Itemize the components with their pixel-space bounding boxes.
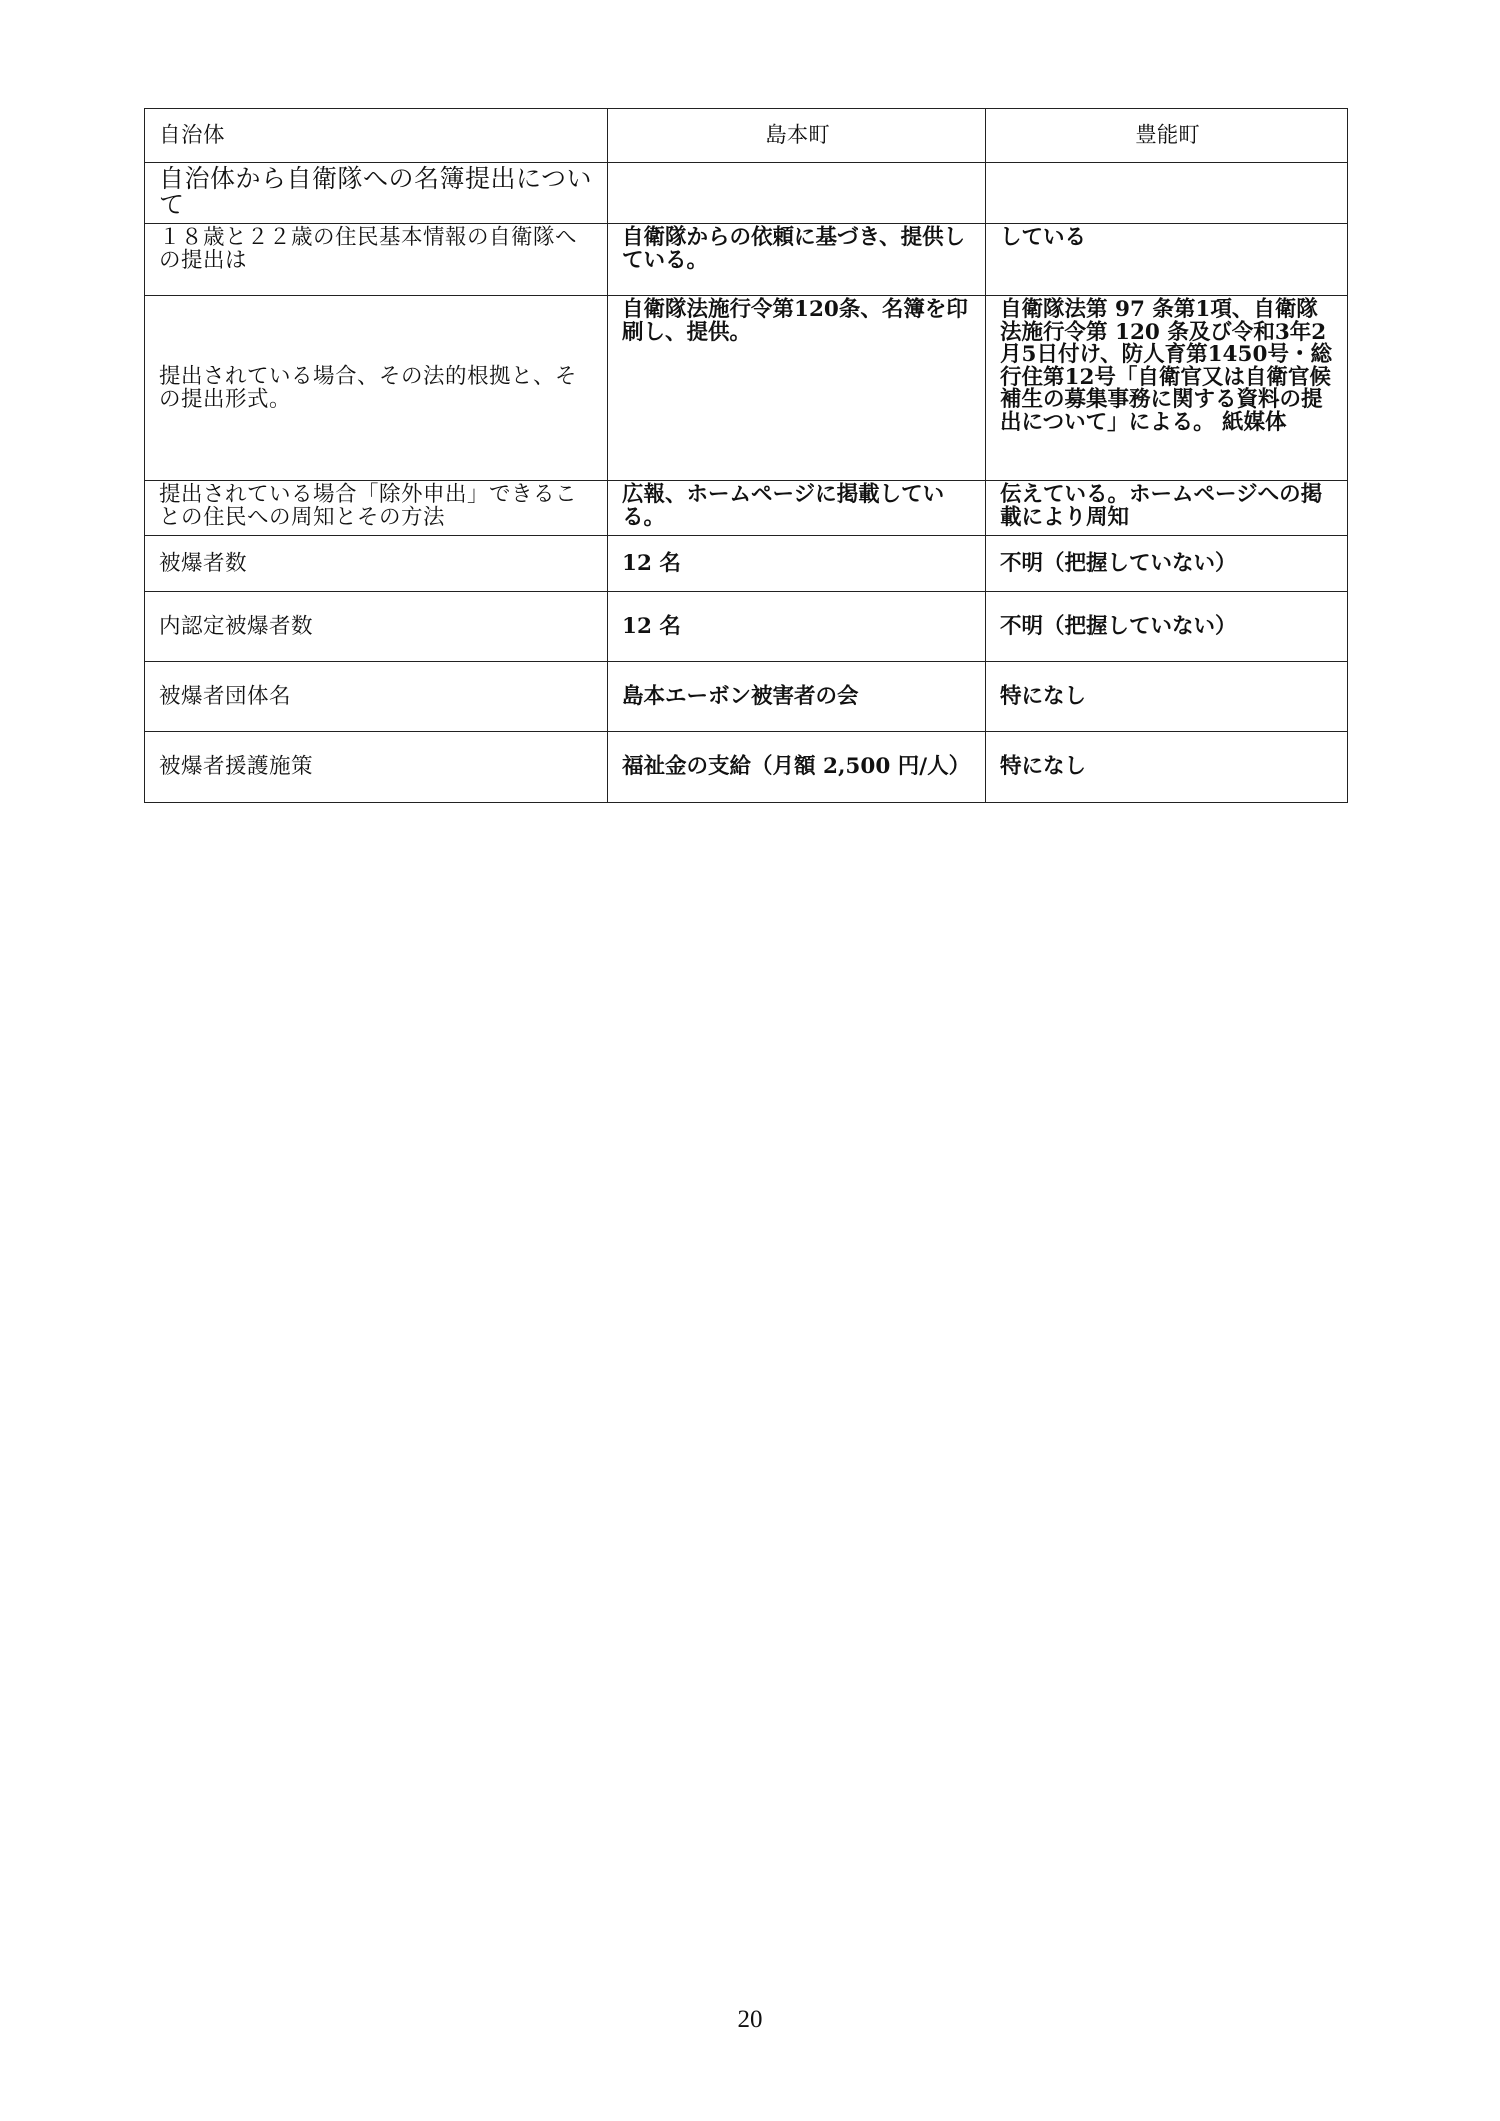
- table-row: [145, 662, 1348, 732]
- row-label-cell: 自治体から自衛隊への名簿提出について: [145, 163, 608, 224]
- row-label-cell: 内認定被爆者数: [145, 592, 608, 662]
- page-number: 20: [737, 2006, 763, 2033]
- comparison-table: [144, 108, 1348, 803]
- toyono-value-cell: 特になし: [986, 662, 1348, 732]
- shimamoto-value-cell: [608, 163, 986, 224]
- toyono-value-cell: 不明（把握していない）: [986, 536, 1348, 592]
- toyono-value-cell: している: [986, 224, 1348, 296]
- header-toyono-cell: 豊能町: [986, 109, 1348, 163]
- toyono-value-cell: 特になし: [986, 732, 1348, 803]
- table-row: [145, 481, 1348, 536]
- header-label-cell: 自治体: [145, 109, 608, 163]
- row-label-cell: 被爆者団体名: [145, 662, 608, 732]
- table-row: [145, 296, 1348, 481]
- table-header-row: [145, 109, 1348, 163]
- toyono-value-cell: 不明（把握していない）: [986, 592, 1348, 662]
- toyono-value-cell: 伝えている。ホームページへの掲載により周知: [986, 481, 1348, 536]
- shimamoto-value-cell: 自衛隊法施行令第120条、名簿を印刷し、提供。: [608, 296, 986, 481]
- shimamoto-value-cell: 島本エーボン被害者の会: [608, 662, 986, 732]
- table-row: [145, 592, 1348, 662]
- toyono-value-cell: 自衛隊法第 97 条第1項、自衛隊法施行令第 120 条及び令和3年2月5日付け、防人育第1450号・総行住第12号「自衛官又は自衛官候補生の募集事務に関する資料の提出について」による。 紙媒体: [986, 296, 1348, 481]
- row-label-cell: 被爆者数: [145, 536, 608, 592]
- table-row: [145, 163, 1348, 224]
- row-label-cell: 提出されている場合「除外申出」できることの住民への周知とその方法: [145, 481, 608, 536]
- toyono-value-cell: [986, 163, 1348, 224]
- table-row: [145, 224, 1348, 296]
- shimamoto-value-cell: 12 名: [608, 592, 986, 662]
- shimamoto-value-cell: 12 名: [608, 536, 986, 592]
- table-row: [145, 536, 1348, 592]
- header-shimamoto-cell: 島本町: [608, 109, 986, 163]
- shimamoto-value-cell: 自衛隊からの依頼に基づき、提供している。: [608, 224, 986, 296]
- shimamoto-value-cell: 広報、ホームページに掲載している。: [608, 481, 986, 536]
- row-label-cell: 被爆者援護施策: [145, 732, 608, 803]
- row-label-cell: １８歳と２２歳の住民基本情報の自衛隊への提出は: [145, 224, 608, 296]
- table-row: [145, 732, 1348, 803]
- shimamoto-value-cell: 福祉金の支給（月額 2,500 円/人）: [608, 732, 986, 803]
- row-label-cell: 提出されている場合、その法的根拠と、その提出形式。: [145, 296, 608, 481]
